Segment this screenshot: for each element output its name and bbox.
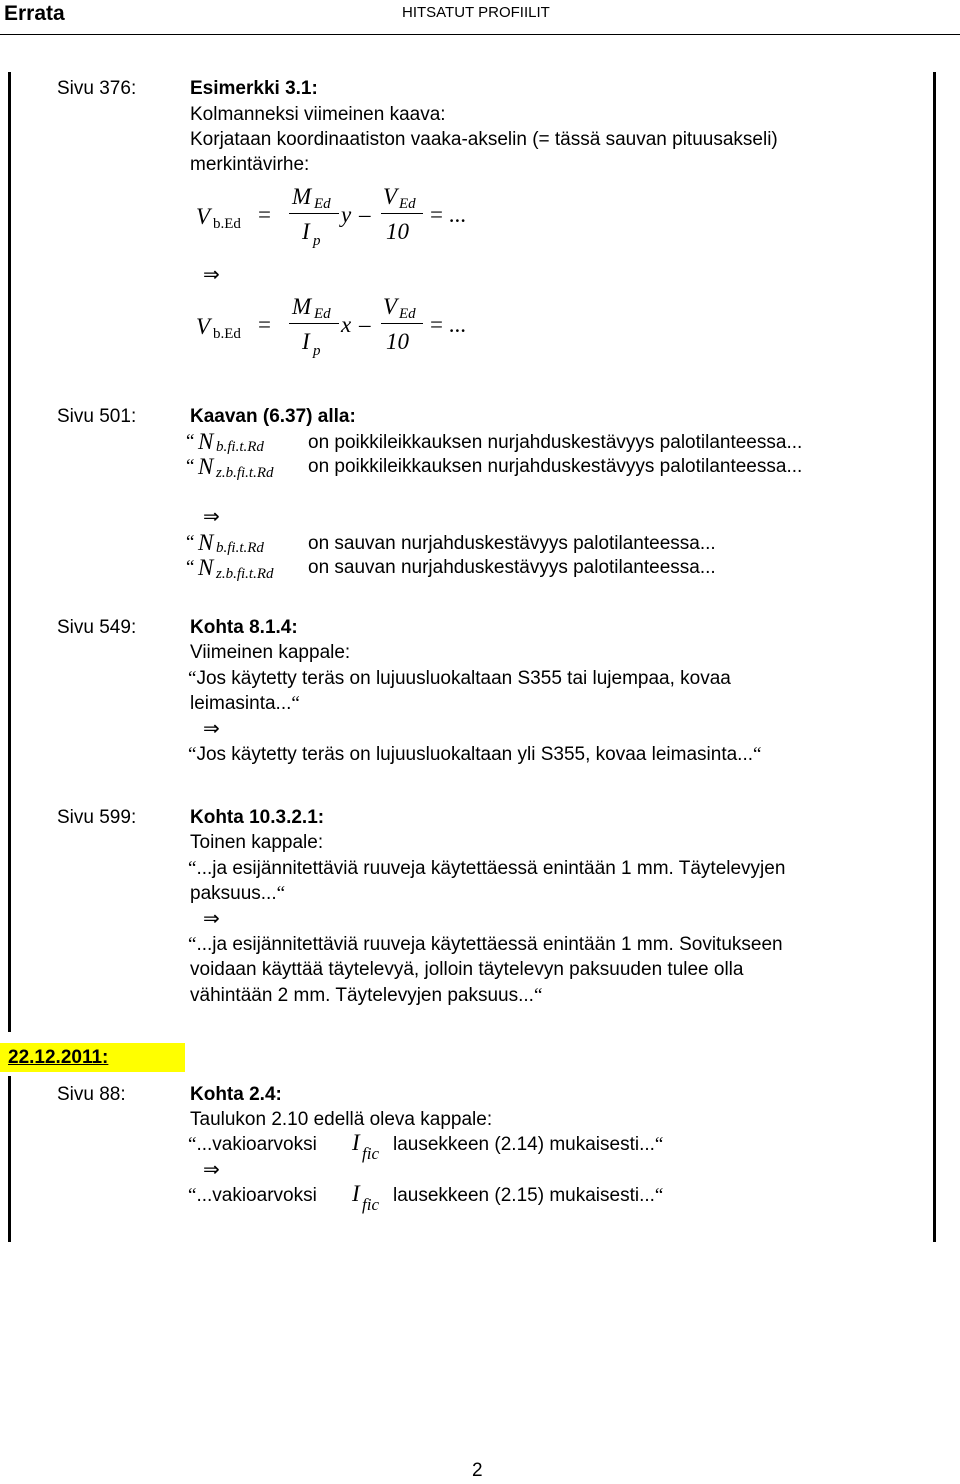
implies-arrow-376: ⇒ [203,262,220,286]
symbol-N-1: N [198,429,214,454]
text-549-old-b: leimasinta...“ [190,693,300,714]
symbol-N-4-sub: z.b.fi.t.Rd [216,566,274,582]
implies-arrow-501: ⇒ [203,504,220,528]
page-ref-501: Sivu 501: [57,406,137,427]
implies-arrow-549: ⇒ [203,716,220,740]
text-549-new: “Jos käytetty teräs on lujuusluokaltaan yli S355, kovaa leimasinta...“ [188,744,762,765]
text-376-1: Kolmanneksi viimeinen kaava: [190,104,446,125]
symbol-N-3: N [198,530,214,555]
page-number: 2 [472,1460,483,1481]
open-quote: “ [186,532,195,553]
symbol-I-fic-2-sub: fic [362,1195,379,1214]
page-ref-88: Sivu 88: [57,1084,126,1105]
right-change-bar [933,72,936,1242]
text-88-new-post: lausekkeen (2.15) mukaisesti...“ [393,1185,664,1206]
text-549-1: Viimeinen kappale: [190,642,351,663]
text-599-new-b: voidaan käyttää täytelevyä, jolloin täytelevyn paksuuden tulee olla [190,959,744,980]
text-501-old-2: on poikkileikkauksen nurjahduskestävyys palotilanteessa... [308,456,803,477]
symbol-N-2: N [198,454,214,479]
open-quote: “ [186,557,195,578]
symbol-N-3-sub: b.fi.t.Rd [216,540,264,556]
symbol-I-fic-2: I [352,1181,360,1206]
text-501-new-1: on sauvan nurjahduskestävyys palotilanteessa... [308,533,716,554]
text-501-old-1: on poikkileikkauksen nurjahduskestävyys palotilanteessa... [308,432,803,453]
implies-arrow-599: ⇒ [203,906,220,930]
implies-arrow-88: ⇒ [203,1157,220,1181]
text-599-old-b: paksuus...“ [190,883,286,904]
left-change-bar-2 [8,1076,11,1242]
text-501-new-2: on sauvan nurjahduskestävyys palotilanteessa... [308,557,716,578]
header-title: Errata [4,2,65,25]
text-376-3: merkintävirhe: [190,154,310,175]
text-88-old-pre: “...vakioarvoksi [188,1134,317,1155]
date-label: 22.12.2011: [8,1047,109,1068]
page-ref-549: Sivu 549: [57,617,137,638]
symbol-I-fic-1-sub: fic [362,1144,379,1163]
open-quote: “ [186,431,195,452]
text-599-new-c: vähintään 2 mm. Täytelevyjen paksuus...“ [190,985,543,1006]
heading-88: Kohta 2.4: [190,1084,282,1105]
text-599-old-a: “...ja esijännitettäviä ruuveja käytettäessä enintään 1 mm. Täytelevyjen [188,858,786,879]
header-subtitle: HITSATUT PROFIILIT [402,4,550,21]
heading-549: Kohta 8.1.4: [190,617,298,638]
text-549-old-a: “Jos käytetty teräs on lujuusluokaltaan S355 tai lujempaa, kovaa [188,668,731,689]
symbol-N-4: N [198,555,214,580]
symbol-I-fic-1: I [352,1130,360,1155]
heading-376: Esimerkki 3.1: [190,78,318,99]
text-599-1: Toinen kappale: [190,832,324,853]
heading-599: Kohta 10.3.2.1: [190,807,325,828]
text-376-2: Korjataan koordinaatiston vaaka-akselin (= tässä sauvan pituusakseli) [190,129,778,150]
left-change-bar [8,72,11,1032]
symbol-N-1-sub: b.fi.t.Rd [216,439,264,455]
header-rule [0,34,960,35]
text-88-new-pre: “...vakioarvoksi [188,1185,317,1206]
heading-501: Kaavan (6.37) alla: [190,406,356,427]
symbol-N-2-sub: z.b.fi.t.Rd [216,465,274,481]
page-ref-376: Sivu 376: [57,78,137,99]
page-ref-599: Sivu 599: [57,807,137,828]
text-599-new-a: “...ja esijännitettäviä ruuveja käytettäessä enintään 1 mm. Sovitukseen [188,934,783,955]
text-88-old-post: lausekkeen (2.14) mukaisesti...“ [393,1134,664,1155]
open-quote: “ [186,456,195,477]
text-88-1: Taulukon 2.10 edellä oleva kappale: [190,1109,493,1130]
